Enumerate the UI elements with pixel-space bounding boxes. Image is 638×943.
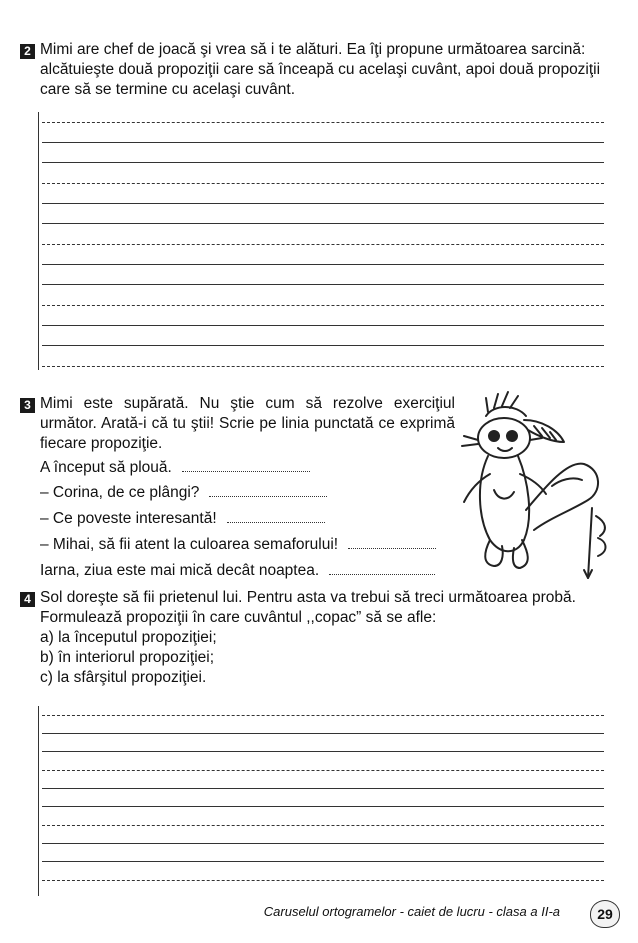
writing-line-solid[interactable] <box>42 318 604 334</box>
exercise-2-instructions <box>40 40 620 100</box>
exercise-2-line-2: alcătuieşte două propoziţii care să înceapă cu acelaşi cuvânt, apoi două propoziţii <box>40 61 601 78</box>
page-number-badge: 29 <box>590 900 620 928</box>
writing-line-solid[interactable] <box>42 277 604 293</box>
footer-book-title: Caruselul ortogramelor - caiet de lucru - clasa a II-a <box>263 904 560 919</box>
writing-line-solid[interactable] <box>42 726 604 742</box>
exercise-2-line-1: Mimi are chef de joacă şi vrea să i te alături. Ea îţi propune următoarea sarcină: <box>40 41 586 58</box>
writing-line-solid[interactable] <box>42 744 604 760</box>
exercise-4-option-a: a) la începutul propoziţiei; <box>40 629 217 646</box>
writing-line-solid[interactable] <box>42 155 604 171</box>
exercise-3-line-3: fiecare propoziţie. <box>40 435 163 452</box>
exercise-3-line-2: următor. Arată-i că tu ştii! Scrie pe linia punctată ce exprimă <box>40 415 455 432</box>
exercise-3-line-1: Mimi este supărată. Nu ştie cum să rezolve exerciţiul <box>40 395 455 412</box>
exercise-4-option-b: b) în interiorul propoziţiei; <box>40 649 215 666</box>
exercise-2-writing-lines[interactable] <box>42 115 604 375</box>
exercise-4-line-1: Sol doreşte să fii prietenul lui. Pentru asta va trebui să treci următoarea probă. <box>40 589 576 606</box>
sentence-text: – Ce poveste interesantă! <box>40 510 217 527</box>
exercise-3-item-2 <box>40 483 327 503</box>
exercise-3-item-5 <box>40 561 435 581</box>
exercise-2-margin-line <box>38 112 39 370</box>
writing-line-solid[interactable] <box>42 338 604 354</box>
writing-line-solid[interactable] <box>42 196 604 212</box>
exercise-3-item-4 <box>40 535 436 555</box>
writing-line-dashed[interactable] <box>42 237 604 253</box>
exercise-4-line-2: Formulează propoziţii în care cuvântul ,,copac” să se afle: <box>40 609 437 626</box>
writing-line-dashed[interactable] <box>42 763 604 779</box>
exercise-4-writing-lines[interactable] <box>42 708 604 889</box>
answer-dotted-line[interactable] <box>182 459 310 472</box>
exercise-3-number: 3 <box>20 398 35 413</box>
writing-line-dashed[interactable] <box>42 298 604 314</box>
writing-line-dashed[interactable] <box>42 176 604 192</box>
exercise-4-option-c: c) la sfârşitul propoziţiei. <box>40 669 207 686</box>
writing-line-dashed[interactable] <box>42 708 604 724</box>
sentence-text: A început să plouă. <box>40 459 172 476</box>
answer-dotted-line[interactable] <box>209 484 327 497</box>
exercise-4-number: 4 <box>20 592 35 607</box>
writing-line-solid[interactable] <box>42 781 604 797</box>
exercise-4-instructions <box>40 588 620 688</box>
exercise-3-item-1 <box>40 458 310 478</box>
sentence-text: – Corina, de ce plângi? <box>40 484 200 501</box>
exercise-4-margin-line <box>38 706 39 896</box>
writing-line-solid[interactable] <box>42 854 604 870</box>
squirrel-illustration <box>442 390 618 586</box>
exercise-2-number: 2 <box>20 44 35 59</box>
writing-line-dashed[interactable] <box>42 818 604 834</box>
exercise-3-instructions <box>40 394 455 454</box>
writing-line-dashed[interactable] <box>42 359 604 375</box>
writing-line-solid[interactable] <box>42 216 604 232</box>
sentence-text: Iarna, ziua este mai mică decât noaptea. <box>40 562 320 579</box>
answer-dotted-line[interactable] <box>329 562 435 575</box>
sentence-text: – Mihai, să fii atent la culoarea semaforului! <box>40 536 339 553</box>
answer-dotted-line[interactable] <box>348 536 436 549</box>
writing-line-solid[interactable] <box>42 799 604 815</box>
writing-line-dashed[interactable] <box>42 115 604 131</box>
writing-line-solid[interactable] <box>42 135 604 151</box>
answer-dotted-line[interactable] <box>227 510 325 523</box>
writing-line-solid[interactable] <box>42 257 604 273</box>
writing-line-dashed[interactable] <box>42 873 604 889</box>
exercise-3-item-3 <box>40 509 325 529</box>
writing-line-solid[interactable] <box>42 836 604 852</box>
exercise-2-line-3: care să se termine cu acelaşi cuvânt. <box>40 81 296 98</box>
